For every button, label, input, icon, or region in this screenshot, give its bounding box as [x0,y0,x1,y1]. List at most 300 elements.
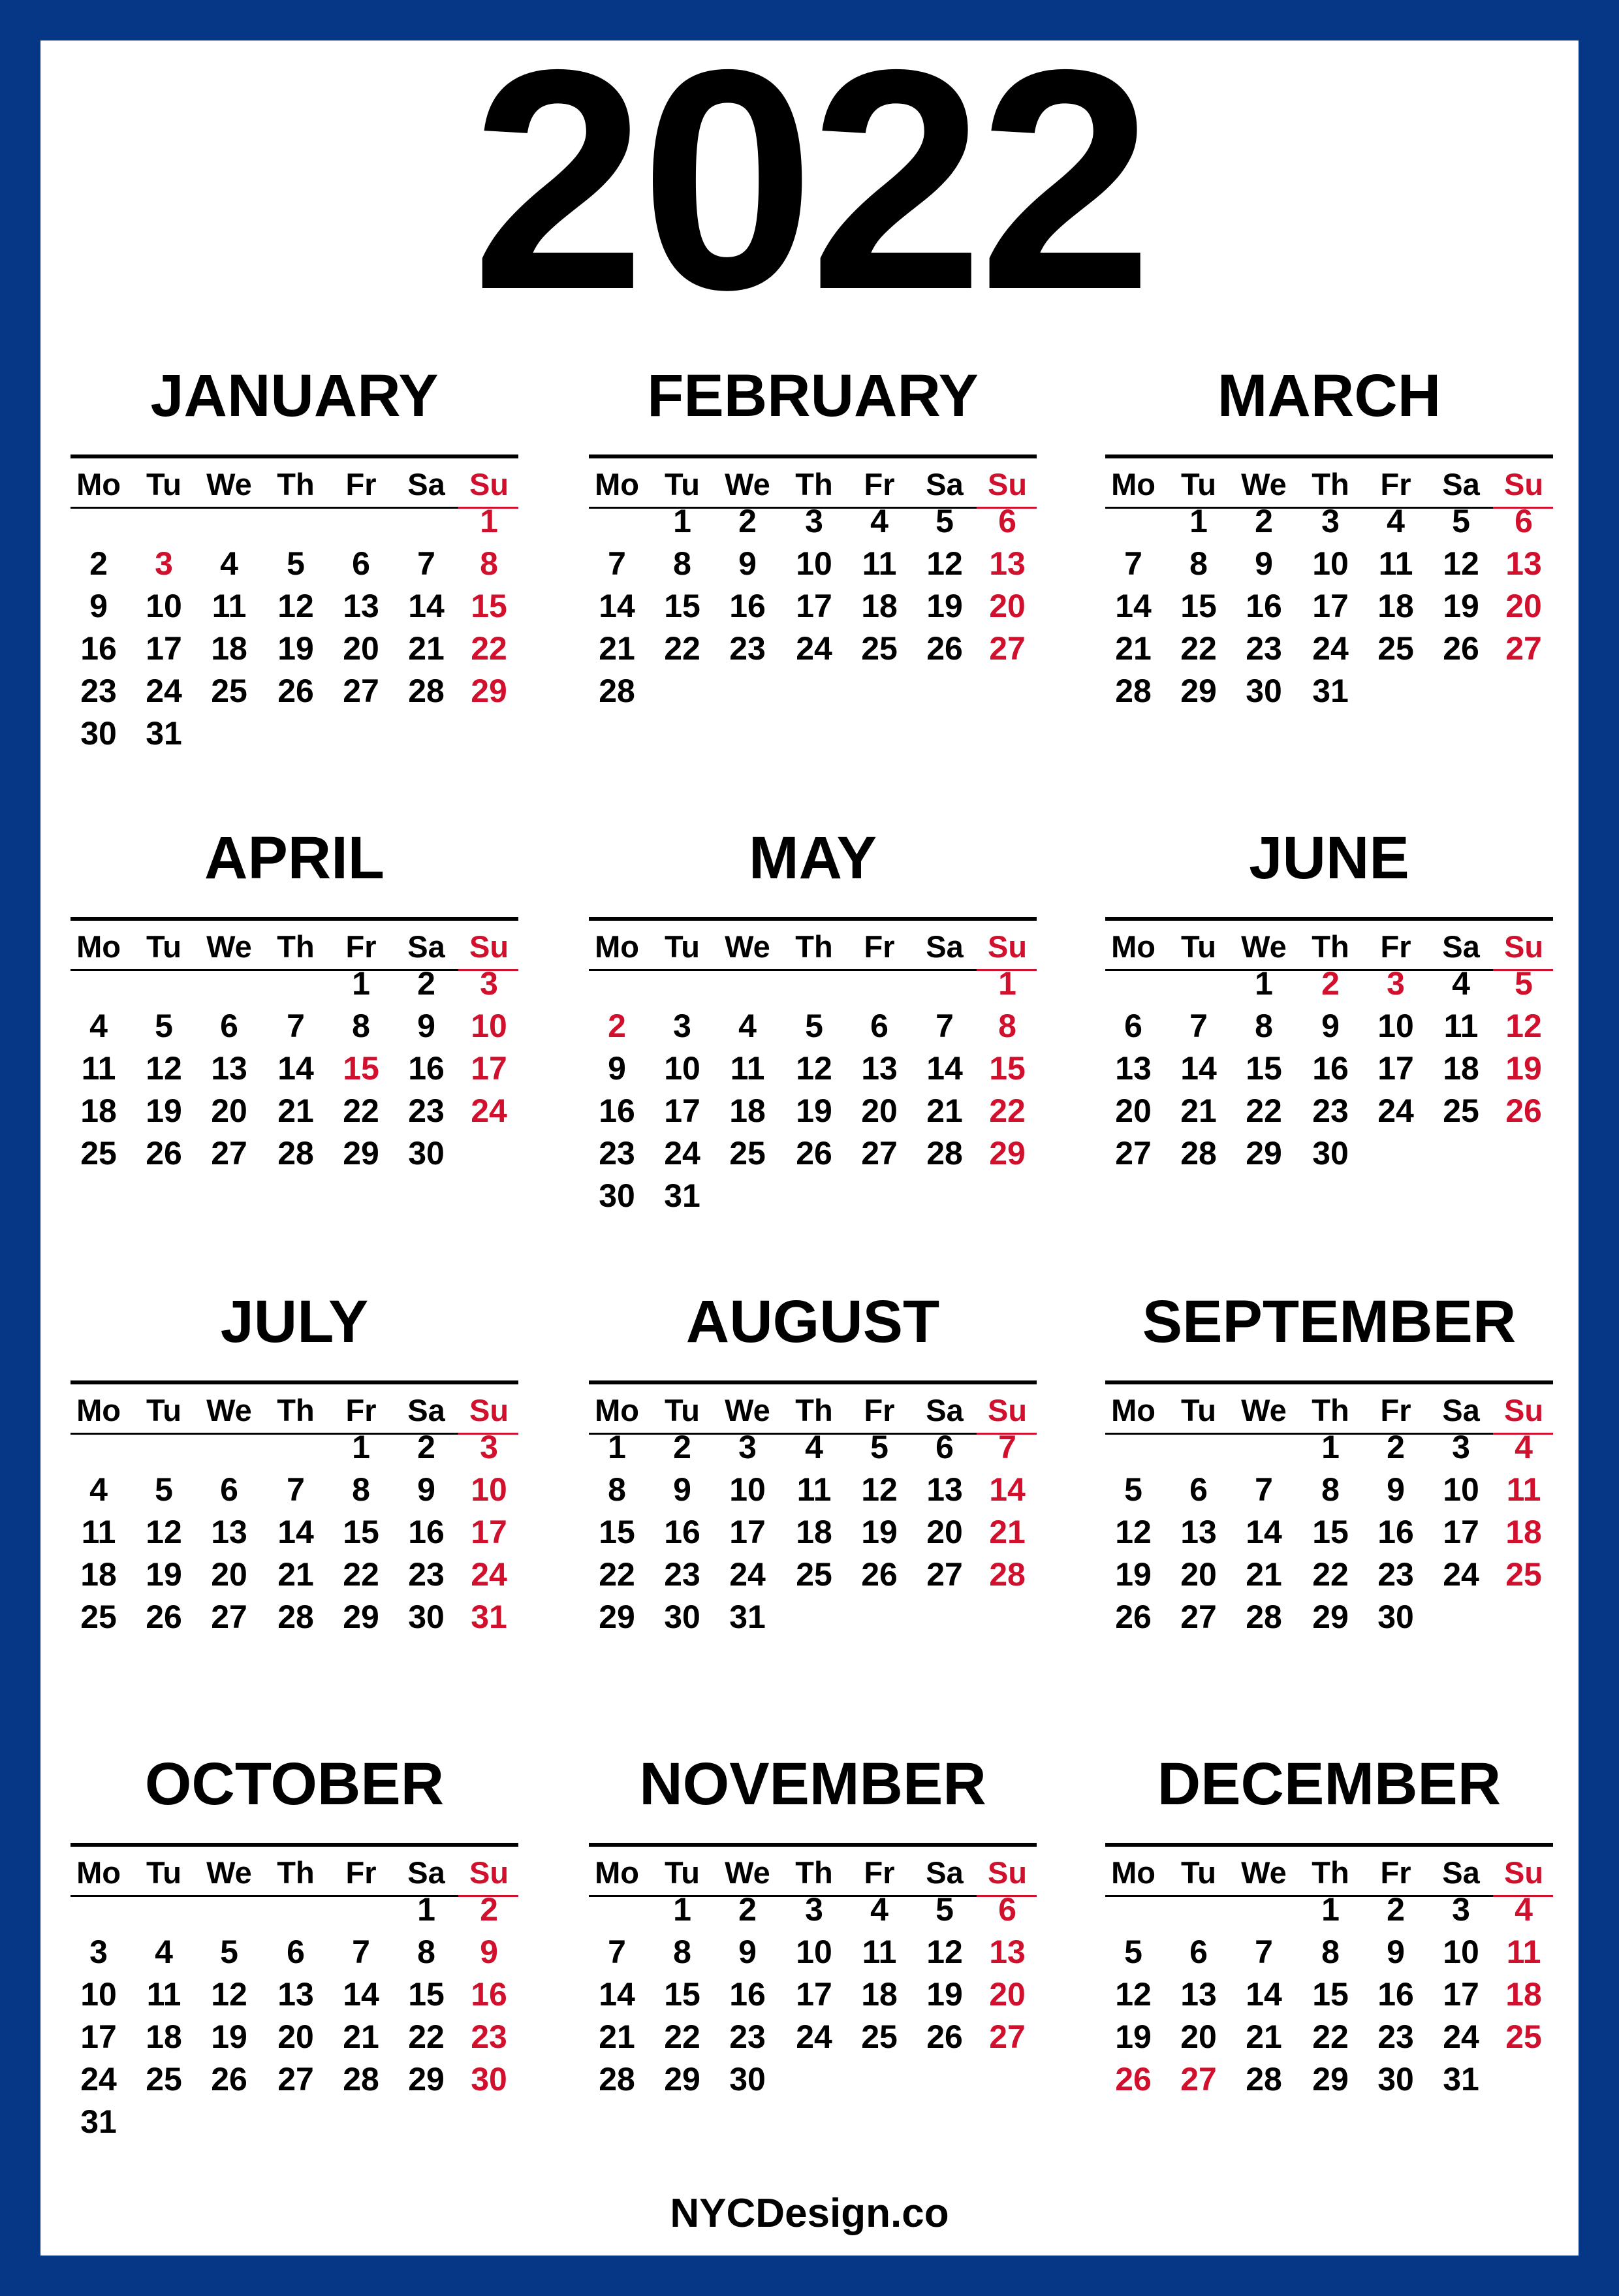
day-cell: 25 [80,1599,117,1635]
day-cell: 31 [1312,673,1349,709]
weekday-th: Th [795,1393,833,1427]
day-cell: 9 [417,1471,435,1508]
day-cell: 8 [1321,1471,1340,1508]
weekday-we: We [725,1393,770,1427]
day-cell: 8 [1255,1008,1273,1044]
day-cell: 18 [80,1092,117,1129]
day-cell: 25 [861,630,898,667]
day-cell: 7 [1255,1471,1273,1508]
weekday-underline [133,507,201,509]
weekday-th: Th [277,929,315,964]
footer-credit: NYCDesign.co [670,2191,949,2236]
day-cell: 5 [1124,1934,1142,1970]
day-cell: 30 [729,2061,766,2097]
day-cell: 23 [408,1556,445,1593]
day-cell: 19 [146,1556,182,1593]
day-cell: 28 [989,1556,1026,1593]
day-cell: 26 [1115,1599,1152,1635]
day-cell: 14 [989,1471,1026,1508]
day-cell: 23 [1246,630,1282,667]
weekday-su: Su [469,1855,509,1890]
day-cell: 2 [738,503,757,539]
day-cell: 5 [220,1934,238,1970]
weekday-su: Su [469,1393,509,1427]
day-cell: 30 [1312,1135,1349,1172]
day-cell: 21 [1180,1092,1217,1129]
day-cell: 18 [1505,1976,1542,2013]
day-cell: 8 [998,1008,1016,1044]
day-cell: 21 [599,630,635,667]
day-cell: 7 [935,1008,954,1044]
day-cell: 7 [608,1934,626,1970]
weekday-underline [330,1895,398,1897]
day-cell: 17 [80,2018,117,2055]
day-cell: 11 [81,1514,116,1550]
day-cell: 20 [926,1514,963,1550]
weekday-underline [1233,1895,1302,1897]
weekday-tu: Tu [1181,929,1216,964]
day-cell: 2 [417,965,435,1002]
day-cell: 13 [1180,1514,1217,1550]
day-cell: 25 [1377,630,1414,667]
day-cell: 21 [277,1092,314,1129]
day-cell: 3 [673,1008,691,1044]
day-cell: 8 [352,1008,370,1044]
day-cell: 7 [608,545,626,582]
day-cell: 6 [220,1008,238,1044]
weekday-th: Th [277,1855,315,1890]
day-cell: 18 [211,630,247,667]
day-cell: 23 [408,1092,445,1129]
day-cell: 2 [1321,965,1340,1002]
weekday-tu: Tu [665,929,700,964]
weekday-sa: Sa [1442,467,1480,502]
weekday-mo: Mo [595,467,639,502]
day-cell: 15 [664,588,700,624]
day-cell: 31 [729,1599,766,1635]
day-cell: 1 [673,503,691,539]
day-cell: 5 [287,545,305,582]
day-cell: 4 [220,545,238,582]
day-cell: 28 [408,673,445,709]
weekday-underline [133,1895,201,1897]
day-cell: 27 [343,673,379,709]
day-cell: 2 [1387,1891,1405,1928]
weekday-underline [914,969,979,971]
day-cell: 13 [1180,1976,1217,2013]
day-cell: 2 [1255,503,1273,539]
day-cell: 4 [1387,503,1405,539]
weekday-underline [133,969,201,971]
day-cell: 8 [1321,1934,1340,1970]
day-cell: 16 [408,1050,445,1087]
day-cell: 21 [277,1556,314,1593]
day-cell: 17 [1443,1514,1479,1550]
weekday-mo: Mo [595,929,639,964]
weekday-we: We [206,1393,252,1427]
day-cell: 5 [935,1891,954,1928]
day-cell: 5 [155,1471,173,1508]
day-cell: 17 [471,1514,507,1550]
day-cell: 15 [343,1050,379,1087]
day-cell: 12 [277,588,314,624]
weekday-mo: Mo [76,1393,121,1427]
day-cell: 3 [1452,1891,1470,1928]
day-cell: 29 [1246,1135,1282,1172]
day-cell: 29 [1312,1599,1349,1635]
day-cell: 5 [155,1008,173,1044]
day-cell: 6 [352,545,370,582]
weekday-sa: Sa [926,1393,964,1427]
day-cell: 3 [805,1891,823,1928]
weekday-underline [198,1895,268,1897]
day-cell: 26 [1505,1092,1542,1129]
weekday-we: We [1241,1393,1287,1427]
header-rule [71,917,518,921]
day-cell: 18 [861,588,898,624]
weekday-underline [133,1433,201,1435]
day-cell: 21 [343,2018,379,2055]
weekday-underline [589,969,654,971]
day-cell: 1 [1321,1891,1340,1928]
day-cell: 30 [80,715,117,752]
day-cell: 14 [408,588,445,624]
day-cell: 1 [352,965,370,1002]
day-cell: 4 [1515,1891,1533,1928]
day-cell: 1 [352,1429,370,1465]
day-cell: 4 [89,1008,108,1044]
weekday-tu: Tu [665,1393,700,1427]
weekday-fr: Fr [864,929,895,964]
weekday-fr: Fr [1380,929,1411,964]
day-cell: 10 [664,1050,700,1087]
day-cell: 4 [1515,1429,1533,1465]
day-cell: 26 [211,2061,247,2097]
weekday-mo: Mo [1111,1393,1155,1427]
day-cell: 1 [998,965,1016,1002]
day-cell: 31 [146,715,182,752]
day-cell: 7 [417,545,435,582]
weekday-th: Th [1312,1855,1349,1890]
day-cell: 23 [471,2018,507,2055]
day-cell: 15 [1312,1976,1349,2013]
day-cell: 24 [796,630,832,667]
day-cell: 2 [738,1891,757,1928]
weekday-sa: Sa [407,1855,445,1890]
day-cell: 21 [1246,1556,1282,1593]
weekday-mo: Mo [1111,1855,1155,1890]
weekday-we: We [725,467,770,502]
day-cell: 22 [664,630,700,667]
day-cell: 29 [343,1135,379,1172]
weekday-underline [198,1433,268,1435]
month-name: APRIL [204,825,385,891]
day-cell: 22 [408,2018,445,2055]
header-rule [589,454,1037,458]
weekday-tu: Tu [146,467,181,502]
month-name: MARCH [1217,362,1441,429]
day-cell: 11 [212,588,247,624]
weekday-th: Th [1312,929,1349,964]
month-name: JULY [220,1288,369,1355]
day-cell: 15 [471,588,507,624]
day-cell: 3 [155,545,173,582]
month-name: JANUARY [150,362,439,429]
day-cell: 8 [480,545,498,582]
day-cell: 28 [277,1599,314,1635]
day-cell: 27 [1180,1599,1217,1635]
day-cell: 17 [1377,1050,1414,1087]
day-cell: 28 [343,2061,379,2097]
day-cell: 15 [408,1976,445,2013]
day-cell: 22 [599,1556,635,1593]
day-cell: 17 [796,1976,832,2013]
day-cell: 19 [211,2018,247,2055]
weekday-we: We [206,929,252,964]
day-cell: 17 [1312,588,1349,624]
day-cell: 21 [926,1092,963,1129]
day-cell: 30 [1377,1599,1414,1635]
day-cell: 12 [1505,1008,1542,1044]
day-cell: 11 [81,1050,116,1087]
day-cell: 9 [480,1934,498,1970]
day-cell: 10 [796,1934,832,1970]
day-cell: 3 [1452,1429,1470,1465]
day-cell: 21 [408,630,445,667]
weekday-tu: Tu [665,467,700,502]
day-cell: 23 [664,1556,700,1593]
weekday-underline [1105,1433,1171,1435]
weekday-underline [71,507,136,509]
day-cell: 7 [1255,1934,1273,1970]
day-cell: 22 [1312,1556,1349,1593]
weekday-underline [1105,1895,1171,1897]
day-cell: 7 [1124,545,1142,582]
day-cell: 3 [1321,503,1340,539]
day-cell: 25 [211,673,247,709]
header-rule [1105,917,1553,921]
weekday-tu: Tu [1181,1855,1216,1890]
month-name: DECEMBER [1157,1751,1501,1817]
day-cell: 25 [796,1556,832,1593]
header-rule [71,454,518,458]
weekday-we: We [725,929,770,964]
header-rule [71,1380,518,1384]
weekday-sa: Sa [1442,929,1480,964]
header-rule [71,1843,518,1847]
day-cell: 25 [1505,1556,1542,1593]
day-cell: 6 [1124,1008,1142,1044]
weekday-underline [198,507,268,509]
weekday-tu: Tu [146,1393,181,1427]
day-cell: 10 [1443,1471,1479,1508]
weekday-underline [1168,969,1236,971]
day-cell: 24 [146,673,182,709]
day-cell: 18 [861,1976,898,2013]
header-rule [1105,1843,1553,1847]
day-cell: 12 [926,1934,963,1970]
weekday-su: Su [469,929,509,964]
day-cell: 24 [729,1556,766,1593]
day-cell: 11 [1443,1008,1479,1044]
weekday-underline [589,507,654,509]
day-cell: 22 [1312,2018,1349,2055]
day-cell: 24 [1443,1556,1479,1593]
day-cell: 19 [796,1092,832,1129]
month-name: OCTOBER [144,1751,445,1817]
header-rule [589,1843,1037,1847]
day-cell: 16 [471,1976,507,2013]
day-cell: 22 [343,1092,379,1129]
day-cell: 13 [989,545,1026,582]
day-cell: 11 [796,1471,832,1508]
month-name: FEBRUARY [647,362,979,429]
day-cell: 14 [1180,1050,1217,1087]
weekday-sa: Sa [926,467,964,502]
weekday-fr: Fr [1380,467,1411,502]
day-cell: 3 [480,965,498,1002]
weekday-mo: Mo [76,467,121,502]
weekday-su: Su [987,929,1028,964]
day-cell: 30 [1246,673,1282,709]
weekday-underline [652,969,719,971]
day-cell: 24 [471,1556,507,1593]
day-cell: 12 [146,1514,182,1550]
day-cell: 25 [146,2061,182,2097]
day-cell: 28 [926,1135,963,1172]
day-cell: 29 [408,2061,445,2097]
weekday-sa: Sa [926,1855,964,1890]
day-cell: 7 [287,1008,305,1044]
day-cell: 22 [1246,1092,1282,1129]
day-cell: 17 [1443,1976,1479,2013]
day-cell: 30 [408,1135,445,1172]
month-name: SEPTEMBER [1142,1288,1517,1355]
day-cell: 11 [862,545,897,582]
weekday-sa: Sa [407,467,445,502]
day-cell: 27 [211,1599,247,1635]
day-cell: 9 [1321,1008,1340,1044]
day-cell: 25 [1443,1092,1479,1129]
day-cell: 6 [998,1891,1016,1928]
day-cell: 19 [146,1092,182,1129]
day-cell: 6 [220,1471,238,1508]
day-cell: 26 [861,1556,898,1593]
weekday-fr: Fr [1380,1855,1411,1890]
day-cell: 30 [408,1599,445,1635]
weekday-underline [71,969,136,971]
day-cell: 26 [796,1135,832,1172]
month-name: MAY [749,825,877,891]
day-cell: 17 [796,588,832,624]
weekday-underline [849,969,917,971]
day-cell: 12 [796,1050,832,1087]
day-cell: 15 [599,1514,635,1550]
day-cell: 22 [1180,630,1217,667]
day-cell: 20 [1115,1092,1152,1129]
day-cell: 9 [417,1008,435,1044]
day-cell: 30 [471,2061,507,2097]
weekday-underline [1168,1895,1236,1897]
day-cell: 30 [1377,2061,1414,2097]
day-cell: 31 [664,1177,700,1214]
day-cell: 10 [796,545,832,582]
day-cell: 13 [343,588,379,624]
day-cell: 12 [146,1050,182,1087]
month-name: AUGUST [685,1288,940,1355]
day-cell: 3 [1387,965,1405,1002]
day-cell: 15 [343,1514,379,1550]
day-cell: 29 [989,1135,1026,1172]
day-cell: 9 [673,1471,691,1508]
year-title: 2022 [471,4,1148,355]
weekday-underline [265,507,333,509]
day-cell: 7 [1189,1008,1208,1044]
day-cell: 23 [80,673,117,709]
day-cell: 27 [1115,1135,1152,1172]
day-cell: 22 [471,630,507,667]
day-cell: 2 [673,1429,691,1465]
day-cell: 27 [926,1556,963,1593]
day-cell: 16 [1246,588,1282,624]
day-cell: 16 [599,1092,635,1129]
weekday-underline [1233,1433,1302,1435]
weekday-th: Th [795,467,833,502]
weekday-th: Th [1312,1393,1349,1427]
header-rule [589,1380,1037,1384]
day-cell: 4 [1452,965,1470,1002]
day-cell: 27 [861,1135,898,1172]
day-cell: 12 [1115,1514,1152,1550]
day-cell: 3 [805,503,823,539]
day-cell: 27 [989,630,1026,667]
day-cell: 23 [729,630,766,667]
day-cell: 19 [277,630,314,667]
weekday-underline [1105,507,1171,509]
day-cell: 1 [1255,965,1273,1002]
weekday-fr: Fr [345,1855,377,1890]
day-cell: 1 [480,503,498,539]
day-cell: 29 [343,1599,379,1635]
day-cell: 28 [277,1135,314,1172]
weekday-we: We [1241,1855,1287,1890]
day-cell: 28 [1246,2061,1282,2097]
day-cell: 17 [664,1092,700,1129]
day-cell: 16 [1377,1514,1414,1550]
day-cell: 25 [80,1135,117,1172]
day-cell: 15 [989,1050,1026,1087]
weekday-underline [265,969,333,971]
day-cell: 9 [1387,1934,1405,1970]
day-cell: 18 [146,2018,182,2055]
day-cell: 10 [1443,1934,1479,1970]
day-cell: 23 [729,2018,766,2055]
day-cell: 10 [1312,545,1349,582]
weekday-sa: Sa [1442,1393,1480,1427]
day-cell: 27 [1505,630,1542,667]
day-cell: 3 [480,1429,498,1465]
weekday-tu: Tu [1181,467,1216,502]
day-cell: 27 [211,1135,247,1172]
weekday-underline [71,1895,136,1897]
weekday-tu: Tu [146,1855,181,1890]
weekday-underline [330,507,398,509]
day-cell: 5 [1515,965,1533,1002]
day-cell: 28 [1246,1599,1282,1635]
day-cell: 29 [1180,673,1217,709]
day-cell: 21 [1115,630,1152,667]
weekday-th: Th [795,1855,833,1890]
